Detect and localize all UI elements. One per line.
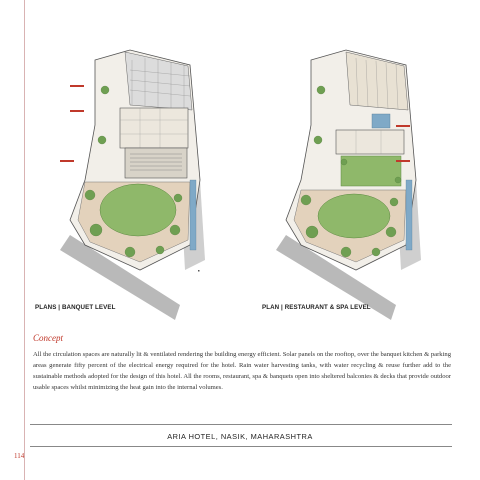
plans-drawing [30,30,456,322]
plan-label-restaurant-spa: PLAN | RESTAURANT & SPA LEVEL [262,304,371,311]
plan-label-banquet: PLANS | BANQUET LEVEL [35,304,116,311]
project-title: ARIA HOTEL, NASIK, MAHARASHTRA [167,432,313,441]
margin-rule [24,0,25,480]
restaurant-spa-level-plan [276,50,421,320]
concept-heading: Concept [33,333,63,343]
concept-body: All the circulation spaces are naturally lit & ventilated rendering the building energy efficient. Solar panels on the rooftop, over the banquet kitchen & parking areas generate fifty percent of the electrical energy required for the hotel. Rain water harvesting tanks, with water recycling & reuse further add to the sustainable methods adopted for the design of this hotel. All the rooms, restaurant, spa & banquets open into sheltered balconies & decks that provide outdoor usable spaces whilst minimizing the heat gain into the internal volumes. [33,351,451,392]
page-number: 114 [14,452,25,460]
footer-rule-bottom [30,446,452,447]
footer-rule-top [30,424,452,425]
site-plans-illustration [30,30,456,322]
banquet-level-plan [30,30,240,320]
